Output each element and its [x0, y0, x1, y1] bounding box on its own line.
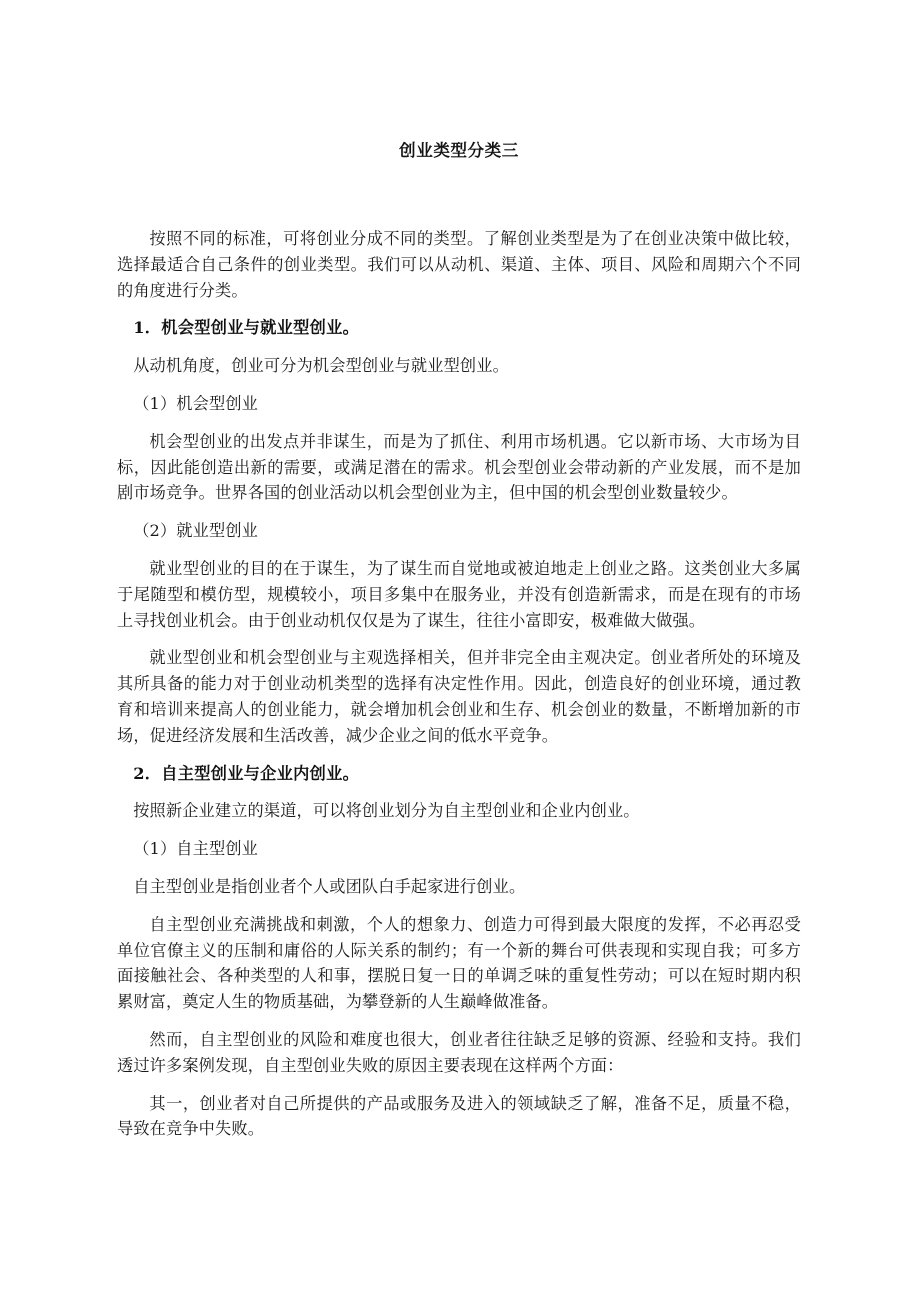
body-paragraph: 按照新企业建立的渠道，可以将创业划分为自主型创业和企业内创业。	[133, 801, 640, 821]
page-title: 创业类型分类三	[399, 141, 519, 160]
section-heading: 1．机会型创业与就业型创业。	[133, 318, 360, 338]
body-paragraph: 从动机角度，创业可分为机会型创业与就业型创业。	[133, 356, 509, 376]
body-paragraph: 机会型创业的出发点并非谋生，而是为了抓住、利用市场机遇。它以新市场、大市场为目标，因此能创造出新的需要，或满足潜在的需求。机会型创业会带动新的产业发展，而不是加剧市场竞争。世界各国的创业活动以机会型创业为主，但中国的机会型创业数量较少。	[117, 431, 801, 503]
body-paragraph: 就业型创业和机会型创业与主观选择相关，但并非完全由主观决定。创业者所处的环境及其所具备的能力对于创业动机类型的选择有决定性作用。因此，创造良好的创业环境，通过教育和培训来提高人的创业能力，就会增加机会创业和生存、机会创业的数量，不断增加新的市场，促进经济发展和生活改善，减少企业之间的低水平竞争。	[117, 648, 801, 745]
section-subheading: （2）就业型创业	[133, 521, 258, 541]
section-subheading: （1）自主型创业	[133, 839, 258, 859]
document-body	[117, 138, 801, 1154]
title-spacer	[117, 164, 801, 226]
body-paragraph: 就业型创业的目的在于谋生，为了谋生而自觉地或被迫地走上创业之路。这类创业大多属于尾随型和模仿型，规模较小，项目多集中在服务业，并没有创造新需求，而是在现有的市场上寻找创业机会。由于创业动机仅仅是为了谋生，往往小富即安，极难做大做强。	[117, 558, 801, 630]
body-paragraph: 按照不同的标准，可将创业分成不同的类型。了解创业类型是为了在创业决策中做比较，选择最适合自己条件的创业类型。我们可以从动机、渠道、主体、项目、风险和周期六个不同的角度进行分类。	[117, 229, 801, 300]
section-subheading: （1）机会型创业	[133, 393, 258, 413]
body-paragraph: 自主型创业是指创业者个人或团队白手起家进行创业。	[133, 876, 526, 896]
body-paragraph: 其一，创业者对自己所提供的产品或服务及进入的领域缺乏了解，准备不足，质量不稳，导致在竞争中失败。	[117, 1093, 801, 1139]
body-paragraph: 然而，自主型创业的风险和难度也很大，创业者往往缺乏足够的资源、经验和支持。我们透过许多案例发现，自主型创业失败的原因主要表现在这样两个方面：	[117, 1029, 801, 1075]
section-heading: 2．自主型创业与企业内创业。	[133, 763, 360, 783]
body-paragraph: 自主型创业充满挑战和刺激，个人的想象力、创造力可得到最大限度的发挥，不必再忍受单位官僚主义的压制和庸俗的人际关系的制约；有一个新的舞台可供表现和实现自我；可多方面接触社会、各种类型的人和事，摆脱日复一日的单调乏味的重复性劳动；可以在短时期内积累财富，奠定人生的物质基础，为攀登新的人生巅峰做准备。	[117, 914, 801, 1012]
paragraph-list	[117, 226, 801, 1142]
